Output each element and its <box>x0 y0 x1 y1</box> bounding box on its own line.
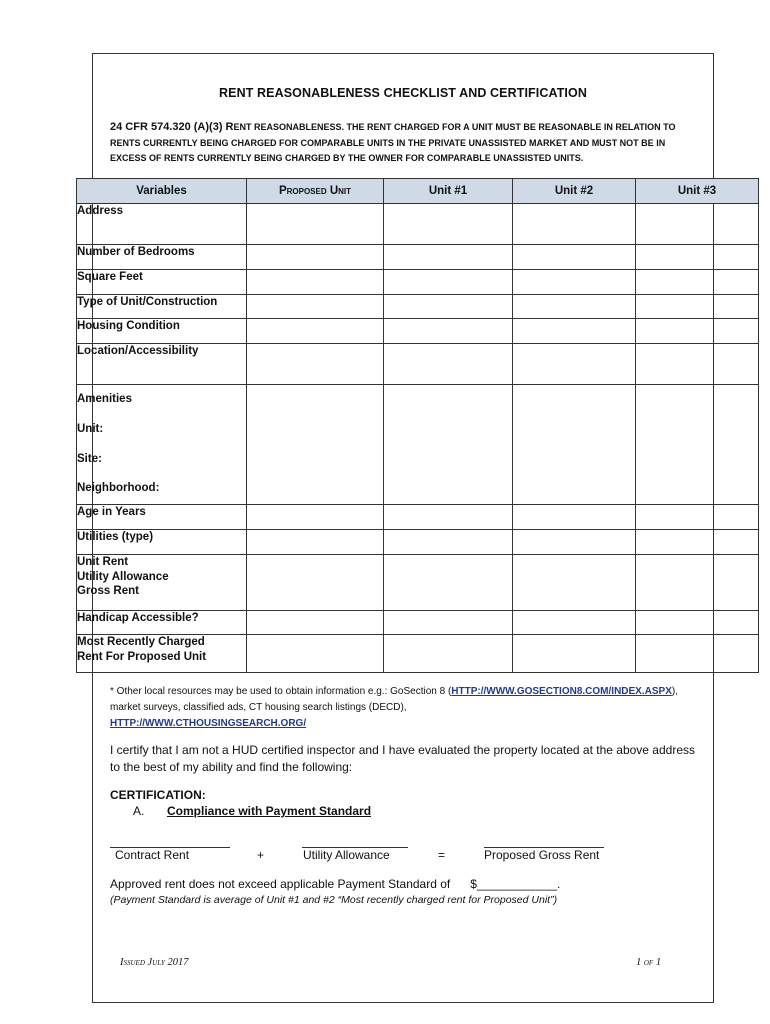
cthousingsearch-link[interactable]: HTTP://WWW.CTHOUSINGSEARCH.ORG/ <box>110 718 307 729</box>
cell-input[interactable] <box>513 319 636 344</box>
cell-input[interactable] <box>247 530 384 555</box>
equals-sign: = <box>438 848 446 862</box>
cell-input[interactable] <box>384 245 513 270</box>
cell-input[interactable] <box>247 611 384 635</box>
cell-input[interactable] <box>513 204 636 245</box>
plus-sign: + <box>257 848 265 862</box>
cell-input[interactable] <box>247 245 384 270</box>
certify-statement: I certify that I am not a HUD certified inspector and I have evaluated the property located at the above address to the best of my ability and find the following: <box>110 743 695 774</box>
row-label-utilities: Utilities (type) <box>77 530 247 555</box>
cell-input[interactable] <box>513 635 636 673</box>
table-row <box>77 319 759 344</box>
cell-input[interactable] <box>247 385 384 505</box>
row-label-recent-rent: Most Recently Charged Rent For Proposed Unit <box>77 635 247 673</box>
cell-input[interactable] <box>247 505 384 530</box>
cell-input[interactable] <box>636 530 759 555</box>
cell-input[interactable] <box>247 204 384 245</box>
cell-input[interactable] <box>384 611 513 635</box>
cell-input[interactable] <box>384 385 513 505</box>
cell-input[interactable] <box>513 530 636 555</box>
page-number: 1 of 1 <box>636 957 662 968</box>
payment-standard-amount-field[interactable]: $____________. <box>470 877 561 891</box>
row-label-bedrooms: Number of Bedrooms <box>77 245 247 270</box>
payment-standard-note: (Payment Standard is average of Unit #1 and #2 “Most recently charged rent for Proposed Unit”) <box>110 894 558 906</box>
row-label-age: Age in Years <box>77 505 247 530</box>
cell-input[interactable] <box>513 385 636 505</box>
cell-input[interactable] <box>384 270 513 295</box>
row-label-unit-type: Type of Unit/Construction <box>77 295 247 319</box>
cell-input[interactable] <box>384 295 513 319</box>
table-row <box>77 530 759 555</box>
row-label-address: Address <box>77 204 247 245</box>
table-row <box>77 611 759 635</box>
cell-input[interactable] <box>636 319 759 344</box>
compliance-item-letter: A. <box>133 804 145 818</box>
cell-input[interactable] <box>636 204 759 245</box>
cell-input[interactable] <box>384 555 513 611</box>
cell-input[interactable] <box>636 635 759 673</box>
utility-allowance-label: Utility Allowance <box>303 848 390 862</box>
row-label-handicap: Handicap Accessible? <box>77 611 247 635</box>
resources-footnote <box>110 684 700 732</box>
cell-input[interactable] <box>636 611 759 635</box>
approved-rent-text: Approved rent does not exceed applicable Payment Standard of <box>110 877 451 891</box>
gosection8-link[interactable]: HTTP://WWW.GOSECTION8.COM/INDEX.ASPX <box>451 686 672 697</box>
column-header-unit-2: Unit #2 <box>513 179 636 204</box>
cell-input[interactable] <box>247 635 384 673</box>
row-label-rent: Unit Rent Utility Allowance Gross Rent <box>77 555 247 611</box>
footnote-prefix: * Other local resources may be used to obtain information e.g.: GoSection 8 ( <box>110 686 452 697</box>
column-header-unit-1: Unit #1 <box>384 179 513 204</box>
cell-input[interactable] <box>513 555 636 611</box>
cell-input[interactable] <box>384 319 513 344</box>
regulation-body: ENT REASONABLENESS. THE RENT CHARGED FOR A UNIT MUST BE REASONABLE IN RELATION TO RENTS CURRENTLY BEING CHARGED FOR COMPARABLE UNITS IN THE PRIVATE UNASSISTED MARKET AND MUST NOT BE IN EXCESS OF RENTS CURRENTLY BEING CHARGED BY THE OWNER FOR COMPARABLE UNASSISTED UNITS. <box>110 122 676 163</box>
footnote-middle: ), market surveys, classified ads, CT housing search listings (DECD), <box>110 686 678 713</box>
cell-input[interactable] <box>384 530 513 555</box>
table-row <box>77 245 759 270</box>
table-header-row <box>77 179 759 204</box>
table-row <box>77 344 759 385</box>
cell-input[interactable] <box>247 295 384 319</box>
cell-input[interactable] <box>247 319 384 344</box>
table-row <box>77 385 759 505</box>
contract-rent-label: Contract Rent <box>115 848 190 862</box>
row-label-square-feet: Square Feet <box>77 270 247 295</box>
table-row <box>77 295 759 319</box>
table-row <box>77 204 759 245</box>
cell-input[interactable] <box>636 385 759 505</box>
cell-input[interactable] <box>384 635 513 673</box>
table-row <box>77 270 759 295</box>
cell-input[interactable] <box>636 555 759 611</box>
cell-input[interactable] <box>636 245 759 270</box>
cell-input[interactable] <box>636 344 759 385</box>
rent-checklist-table <box>76 178 759 673</box>
cell-input[interactable] <box>513 245 636 270</box>
table-row <box>77 505 759 530</box>
column-header-proposed-unit: Proposed Unit <box>247 179 384 204</box>
cell-input[interactable] <box>636 270 759 295</box>
cell-input[interactable] <box>513 270 636 295</box>
column-header-unit-3: Unit #3 <box>636 179 759 204</box>
column-header-variables: Variables <box>77 179 247 204</box>
cell-input[interactable] <box>636 295 759 319</box>
proposed-gross-rent-label: Proposed Gross Rent <box>484 848 600 862</box>
cell-input[interactable] <box>384 204 513 245</box>
cell-input[interactable] <box>513 295 636 319</box>
cell-input[interactable] <box>513 505 636 530</box>
cell-input[interactable] <box>247 555 384 611</box>
issued-date: Issued July 2017 <box>120 957 189 968</box>
certification-heading: CERTIFICATION: <box>110 788 206 802</box>
cell-input[interactable] <box>513 611 636 635</box>
cell-input[interactable] <box>247 344 384 385</box>
approved-rent-line <box>110 877 560 891</box>
compliance-item-title: Compliance with Payment Standard <box>167 804 372 818</box>
cell-input[interactable] <box>513 344 636 385</box>
cell-input[interactable] <box>384 344 513 385</box>
table-row <box>77 555 759 611</box>
row-label-location: Location/Accessibility <box>77 344 247 385</box>
cell-input[interactable] <box>247 270 384 295</box>
regulation-text <box>110 120 690 167</box>
page-title: RENT REASONABLENESS CHECKLIST AND CERTIFICATION <box>219 86 587 100</box>
cell-input[interactable] <box>636 505 759 530</box>
regulation-code: 24 CFR 574.320 (A)(3) R <box>110 121 234 133</box>
row-label-housing-condition: Housing Condition <box>77 319 247 344</box>
cell-input[interactable] <box>384 505 513 530</box>
table-row <box>77 635 759 673</box>
compliance-item <box>133 804 371 818</box>
row-label-amenities: Amenities Unit: Site: Neighborhood: <box>77 385 247 505</box>
